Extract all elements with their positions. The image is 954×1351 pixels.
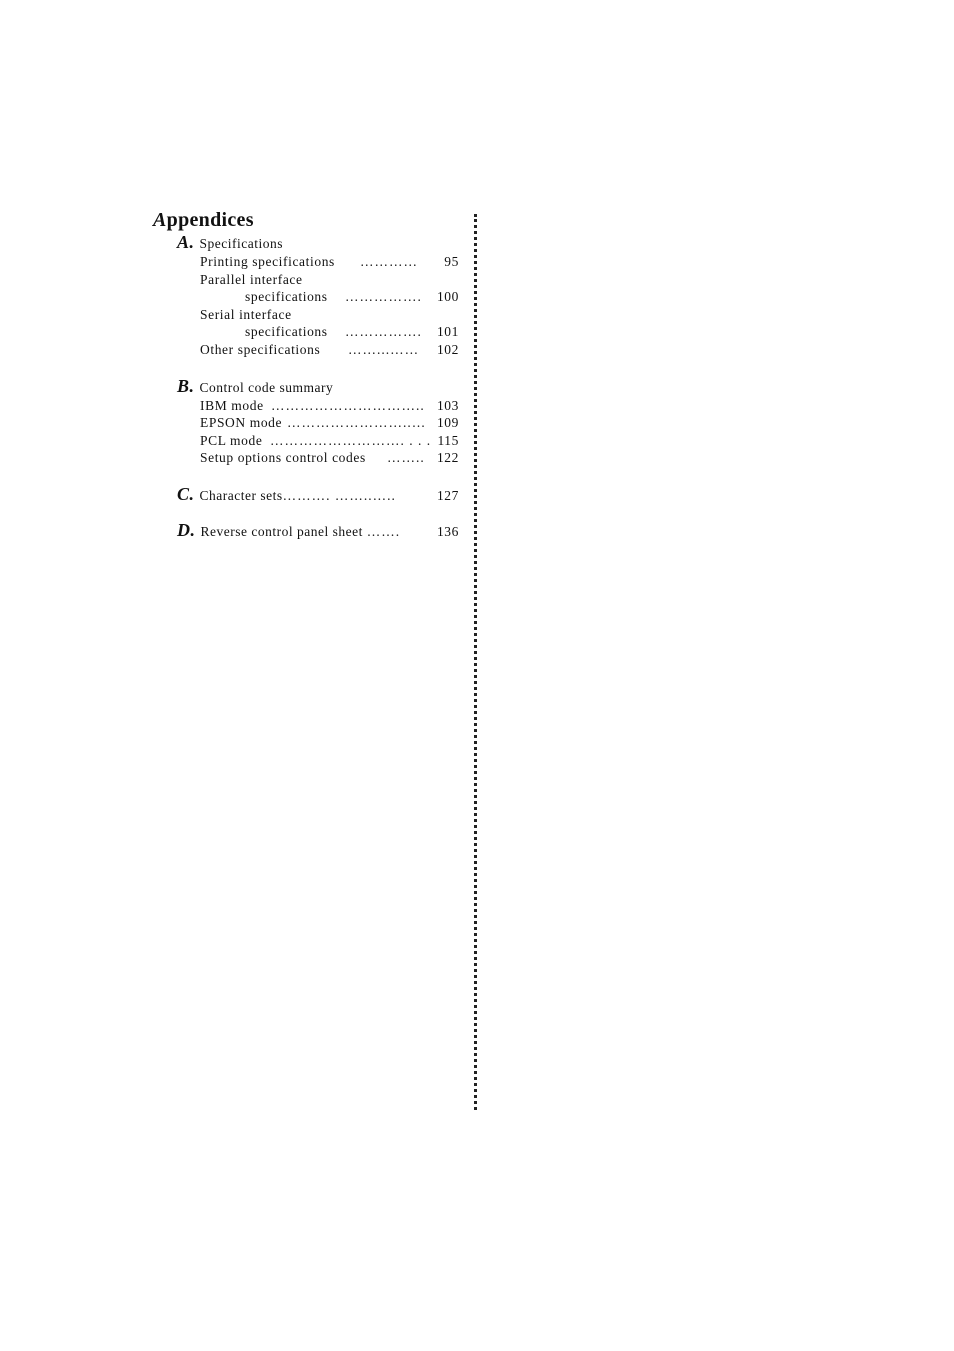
page-number: 122 — [436, 450, 459, 466]
entry-text: Setup options control codes — [200, 450, 366, 466]
toc-title-initial: A — [153, 209, 167, 231]
section-b — [177, 376, 459, 467]
section-letter: D. — [177, 519, 196, 540]
page-number: 115 — [437, 432, 459, 448]
column-divider — [474, 214, 477, 1110]
entry-text: Parallel interface — [200, 271, 303, 287]
entry-text: IBM mode — [200, 397, 264, 413]
page-number: 109 — [436, 415, 459, 431]
section-gap — [153, 359, 459, 376]
leader-dots: ………………………….. — [271, 397, 425, 413]
leader-dots: ……...…… — [348, 341, 420, 357]
entry-text: Other specifications — [200, 341, 321, 357]
section-c — [177, 484, 459, 505]
toc-entry-parallel-interface — [200, 271, 459, 289]
section-a-heading[interactable] — [177, 232, 459, 253]
leader-dots: ………………………. . . . — [270, 432, 432, 448]
toc-entry-printing-specifications[interactable] — [200, 253, 459, 271]
leader-dots: ……………. — [345, 289, 422, 305]
section-letter: C. — [177, 483, 195, 504]
page-number: 136 — [436, 523, 459, 539]
toc-entry-serial-interface — [200, 306, 459, 324]
entry-text: Printing specifications — [200, 254, 335, 269]
entry-text: specifications — [245, 324, 328, 340]
toc-entry-ibm-mode[interactable] — [200, 397, 459, 415]
toc-entry-parallel-specifications[interactable] — [245, 288, 459, 306]
page-number: 102 — [436, 341, 459, 357]
toc-entry-pcl-mode[interactable] — [200, 432, 459, 450]
leader-dots: ……. — [366, 523, 401, 539]
section-gap — [153, 505, 459, 520]
section-title: Character sets — [199, 487, 283, 503]
entry-text: specifications — [245, 289, 328, 305]
toc-title-rest: ppendices — [166, 209, 254, 231]
section-title: Specifications — [199, 236, 283, 251]
section-title: Reverse control panel sheet — [200, 523, 363, 539]
section-b-heading[interactable] — [177, 376, 459, 397]
entry-text: PCL mode — [200, 432, 263, 448]
section-gap — [153, 467, 459, 484]
section-d-heading[interactable] — [177, 520, 459, 541]
section-c-heading[interactable] — [177, 484, 459, 505]
leader-dots: …….. — [387, 450, 425, 466]
leader-dots: ……………………..… — [287, 415, 427, 431]
section-a — [177, 232, 459, 359]
section-letter: B. — [177, 375, 195, 396]
section-letter: A. — [177, 232, 195, 252]
page-number: 103 — [436, 397, 459, 413]
toc-entry-setup-options-control-codes[interactable] — [200, 449, 459, 467]
section-title: Control code summary — [199, 379, 334, 395]
entry-text: Serial interface — [200, 306, 292, 322]
page-number: 95 — [444, 254, 459, 269]
toc-title — [153, 208, 459, 232]
entry-text: EPSON mode — [200, 415, 283, 431]
page-number: 127 — [436, 487, 459, 503]
section-d — [177, 520, 459, 541]
page-number: 101 — [436, 324, 459, 340]
leader-dots: ………… — [360, 254, 418, 269]
toc-entry-other-specifications[interactable] — [200, 341, 459, 359]
leader-dots: ……………. — [345, 324, 422, 340]
toc-entry-epson-mode[interactable] — [200, 414, 459, 432]
table-of-contents — [153, 208, 459, 541]
leader-dots: ………. ……..….. — [282, 487, 396, 503]
page-number: 100 — [436, 289, 459, 305]
toc-entry-serial-specifications[interactable] — [245, 323, 459, 341]
